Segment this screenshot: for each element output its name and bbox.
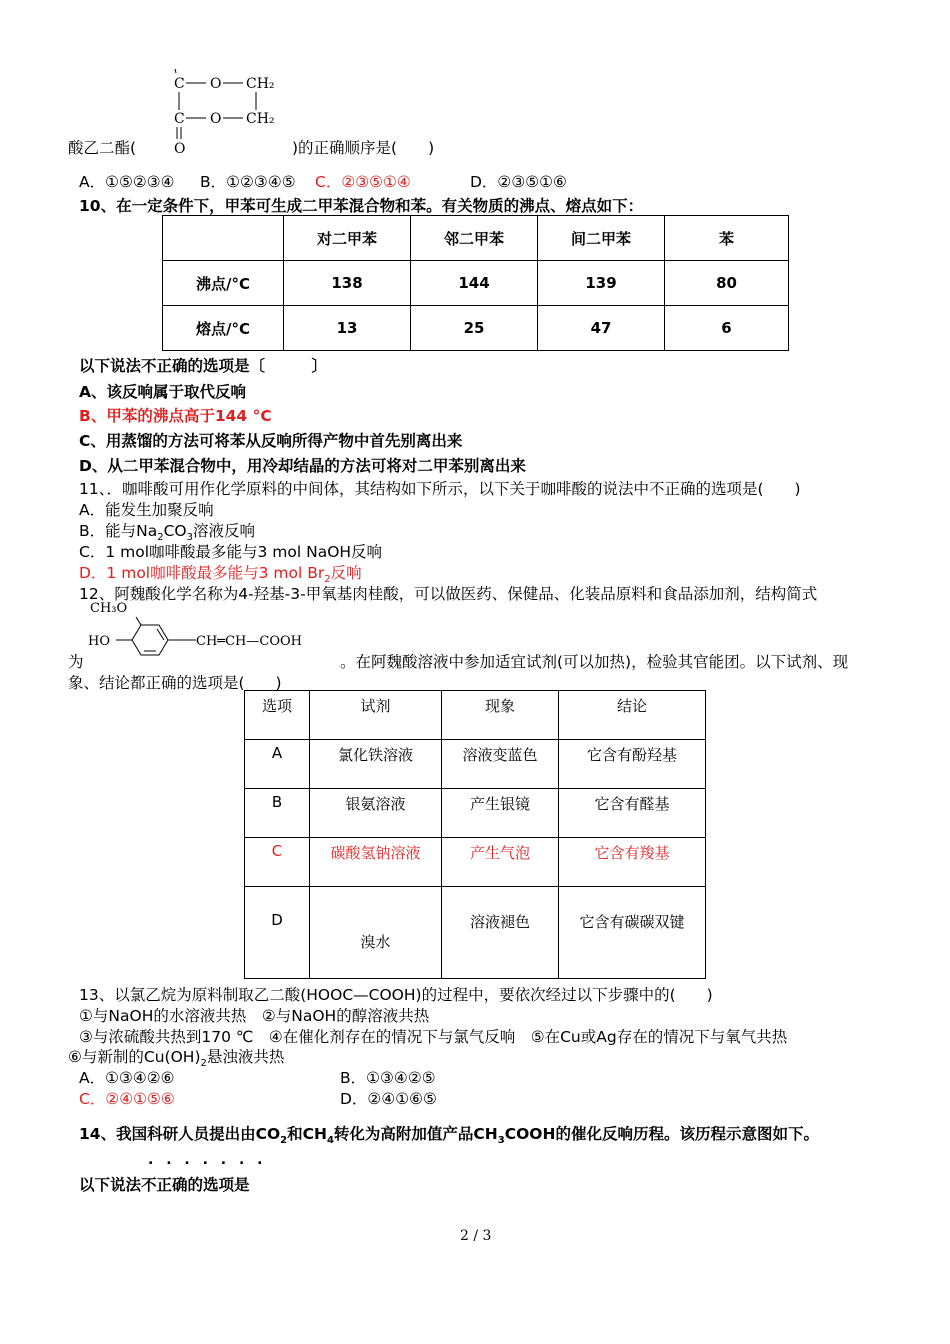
struct-side-chain: CH═CH—COOH (196, 634, 302, 649)
q10-cell: 138 (284, 261, 411, 306)
struct-o2: O (210, 111, 222, 127)
q9-option-c: C．②③⑤①④ (315, 173, 411, 191)
struct-ho: HO (88, 634, 110, 649)
q10-stem: 10、在一定条件下，甲苯可生成二甲苯混合物和苯。有关物质的沸点、熔点如下： (79, 197, 644, 215)
q10-cell: 25 (411, 306, 538, 351)
q9-option-b: B．①②③④⑤ (200, 173, 296, 191)
struct-ch2-top: CH₂ (246, 76, 275, 92)
q12-row-b-phenomenon: 产生银镜 (442, 789, 559, 838)
q10-cell: 6 (665, 306, 789, 351)
q10-row-label: 熔点/°C (163, 306, 284, 351)
q12-row-c-conclusion: 它含有羧基 (559, 838, 706, 887)
q14-question: 以下说法不正确的选项是 (79, 1176, 250, 1194)
q9-stem-end: )的正确顺序是( ) (292, 139, 435, 157)
q13-option-b: B．①③④②⑤ (340, 1069, 436, 1087)
struct-o1: O (210, 76, 222, 92)
q12-row-c-option: C (245, 838, 310, 887)
q10-cell: 13 (284, 306, 411, 351)
q12-header-reagent: 试剂 (310, 691, 442, 740)
q12-row-a-phenomenon: 溶液变蓝色 (442, 740, 559, 789)
page-number: 2 / 3 (460, 1228, 492, 1244)
q12-row-b-reagent: 银氨溶液 (310, 789, 442, 838)
q12-row-d-conclusion: 它含有碳碳双键 (559, 887, 706, 979)
q12-row-b-conclusion: 它含有醛基 (559, 789, 706, 838)
q10-cell: 47 (538, 306, 665, 351)
q10-option-a: A、该反响属于取代反响 (79, 383, 246, 401)
q13-option-d: D．②④①⑥⑤ (340, 1090, 437, 1108)
struct-ch3o: CH₃O (90, 601, 128, 616)
q13-step-line2: ③与浓硫酸共热到170 ℃ ④在催化剂存在的情况下与氯气反响 ⑤在Cu或Ag存在的情况下与氧气共热 (79, 1028, 788, 1046)
q12-line3: 象、结论都正确的选项是( ) (68, 674, 282, 692)
q13-option-c: C．②④①⑤⑥ (79, 1090, 175, 1108)
q12-reagent-table (244, 690, 706, 979)
q10-header-o-xylene: 邻二甲苯 (411, 216, 538, 261)
q12-header-phenomenon: 现象 (442, 691, 559, 740)
q14-stem: 14、我国科研人员提出由$CO_2$和$CH_4$转化为高附加值产品$CH_3COOH$的催化反响历程。该历程示意图如下。 (79, 1125, 819, 1147)
q12-row-b-option: B (245, 789, 310, 838)
q12-row-d-option: D (245, 887, 310, 979)
q13-step-line3: ⑥与新制的$Cu(OH)_2$悬浊液共热 (68, 1048, 285, 1070)
ferulic-acid-structure (86, 598, 336, 664)
q11-option-b: B．能与$Na_2CO_3$溶液反响 (79, 522, 256, 544)
q10-header-blank (163, 216, 284, 261)
q13-step-line1: ①与NaOH的水溶液共热 ②与NaOH的醇溶液共热 (79, 1007, 430, 1025)
q11-option-a: A．能发生加聚反响 (79, 501, 214, 519)
q12-header-option: 选项 (245, 691, 310, 740)
q9-stem-start: 酸乙二酯( (68, 139, 137, 157)
q10-question: 以下说法不正确的选项是〔 〕 (79, 357, 328, 375)
q10-option-b: B、甲苯的沸点高于144 °C (79, 407, 272, 425)
q10-option-d: D、从二甲苯混合物中，用冷却结晶的方法可将对二甲苯别离出来 (79, 457, 526, 475)
q12-line2-start: 为 (68, 653, 84, 671)
q12-header-conclusion: 结论 (559, 691, 706, 740)
q10-row-label: 沸点/°C (163, 261, 284, 306)
ethylene-oxalate-structure (140, 68, 300, 158)
q10-header-m-xylene: 间二甲苯 (538, 216, 665, 261)
q10-header-p-xylene: 对二甲苯 (284, 216, 411, 261)
q12-row-c-phenomenon: 产生气泡 (442, 838, 559, 887)
q10-option-c: C、用蒸馏的方法可将苯从反响所得产物中首先别离出来 (79, 432, 463, 450)
struct-o3: O (174, 141, 186, 157)
q10-boiling-melting-table (162, 215, 789, 351)
q12-stem: 12、阿魏酸化学名称为4-羟基-3-甲氧基肉桂酸，可以做医药、保健品、化装品原料和食品添加剂，结构简式 (79, 585, 818, 603)
q13-option-a: A．①③④②⑥ (79, 1069, 175, 1087)
q12-row-a-reagent: 氯化铁溶液 (310, 740, 442, 789)
q10-cell: 144 (411, 261, 538, 306)
struct-c2: C (174, 111, 185, 127)
q13-stem: 13、以氯乙烷为原料制取乙二酸(HOOC—COOH)的过程中，要依次经过以下步骤中的( ) (79, 986, 713, 1004)
q10-cell: 80 (665, 261, 789, 306)
q12-row-a-conclusion: 它含有酚羟基 (559, 740, 706, 789)
q10-cell: 139 (538, 261, 665, 306)
q12-line2-end: 。在阿魏酸溶液中参加适宜试剂(可以加热)，检验其官能团。以下试剂、现 (340, 653, 849, 671)
struct-c1: C (174, 76, 185, 92)
struct-ch2-bottom: CH₂ (246, 111, 275, 127)
q12-row-d-phenomenon: 溶液褪色 (442, 887, 559, 979)
q14-emphasis-dots: . . . . . . . (148, 1152, 267, 1168)
q11-stem: 11、．咖啡酸可用作化学原料的中间体，其结构如下所示，以下关于咖啡酸的说法中不正确的选项是( ) (79, 480, 801, 498)
q12-row-c-reagent: 碳酸氢钠溶液 (310, 838, 442, 887)
q9-option-a: A．①⑤②③④ (79, 173, 175, 191)
q12-row-a-option: A (245, 740, 310, 789)
q11-option-d: D．1 mol咖啡酸最多能与3 mol $Br_2$反响 (79, 564, 362, 586)
q12-row-d-reagent: 溴水 (310, 887, 442, 979)
q11-option-c: C．1 mol咖啡酸最多能与3 mol NaOH反响 (79, 543, 383, 561)
q10-header-benzene: 苯 (665, 216, 789, 261)
q9-option-d: D．②③⑤①⑥ (470, 173, 567, 191)
